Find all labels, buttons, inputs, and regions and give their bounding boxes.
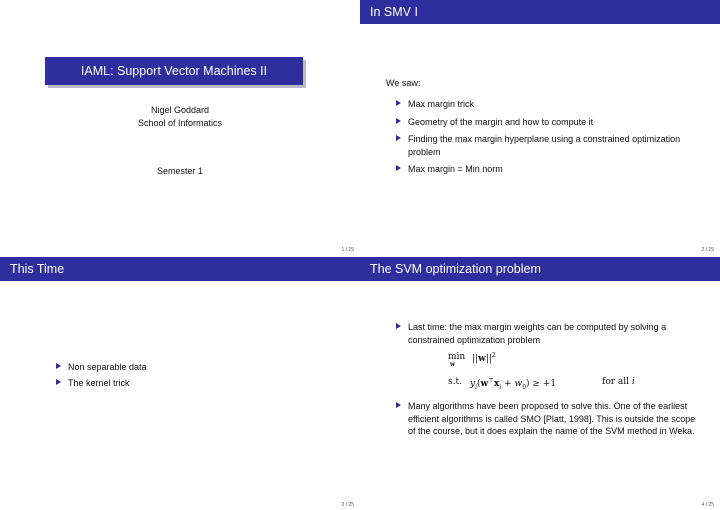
bullet-triangle-icon <box>396 402 401 408</box>
bullet-text: The kernel trick <box>68 377 130 388</box>
frame-title: In SMV I <box>360 0 720 24</box>
min-operator: min <box>448 352 466 362</box>
forall-text: for all <box>602 377 630 387</box>
constraint-expression: $y_i(w^⊤x_i + w_0) \ge +1$ <box>470 377 557 391</box>
author-name: Nigel Goddard <box>150 105 210 115</box>
page-number: 2 / 25 <box>701 247 714 253</box>
list-item <box>396 133 696 158</box>
bullet-text: Max margin = Min norm <box>408 164 503 174</box>
quantifier: for all i <box>602 377 635 387</box>
page-number: 1 / 25 <box>341 247 354 253</box>
bullet-triangle-icon <box>396 135 401 141</box>
page-number: 3 / 25 <box>341 502 354 508</box>
min-subscript: w <box>450 361 456 368</box>
institution: School of Informatics <box>137 118 223 128</box>
list-item <box>396 163 696 176</box>
presentation-title: IAML: Support Vector Machines II <box>45 57 303 85</box>
slide-4 <box>360 255 720 510</box>
bullet-triangle-icon <box>56 379 61 385</box>
list-item <box>56 361 316 374</box>
list-item <box>396 321 696 346</box>
frame-title: This Time <box>0 257 360 281</box>
list-item <box>396 400 696 438</box>
constraint-label: s.t. <box>448 377 462 387</box>
bullet-triangle-icon <box>396 118 401 124</box>
slide-3 <box>0 255 360 510</box>
bullet-text: Finding the max margin hyperplane using a constrained optimization problem <box>408 134 681 157</box>
bullet-text: Many algorithms have been proposed to solve this. One of the earliest efficient algorithms is called SMO [Platt, 1998]. This is outside the scope of the course, but it does explain the name of the SVM method in Weka. <box>408 401 696 436</box>
list-item <box>56 377 316 390</box>
author-block <box>0 104 360 130</box>
slide-2 <box>360 0 720 255</box>
bullet-triangle-icon <box>396 323 401 329</box>
bullet-list <box>396 98 696 181</box>
frame-title: The SVM optimization problem <box>360 257 720 281</box>
page-number: 4 / 25 <box>701 502 714 508</box>
bullet-text: Max margin trick <box>408 99 475 109</box>
list-item <box>396 98 696 111</box>
bullet-list <box>56 361 316 392</box>
norm-expression: $||w||^2$ <box>472 352 496 364</box>
bullet-triangle-icon <box>56 363 61 369</box>
bullet-triangle-icon <box>396 100 401 106</box>
slide-1 <box>0 0 360 255</box>
bullet-text: Last time: the max margin weights can be computed by solving a constrained optimization problem <box>408 322 667 345</box>
bullet-text: Non separable data <box>68 362 147 372</box>
bullet-list <box>396 321 696 351</box>
bullet-text: Geometry of the margin and how to compute it <box>408 116 594 127</box>
bullet-list <box>396 400 696 443</box>
date: Semester 1 <box>156 166 204 176</box>
list-item <box>396 116 696 129</box>
bullet-triangle-icon <box>396 165 401 171</box>
intro-text: We saw: <box>386 78 421 88</box>
objective <box>448 352 466 368</box>
